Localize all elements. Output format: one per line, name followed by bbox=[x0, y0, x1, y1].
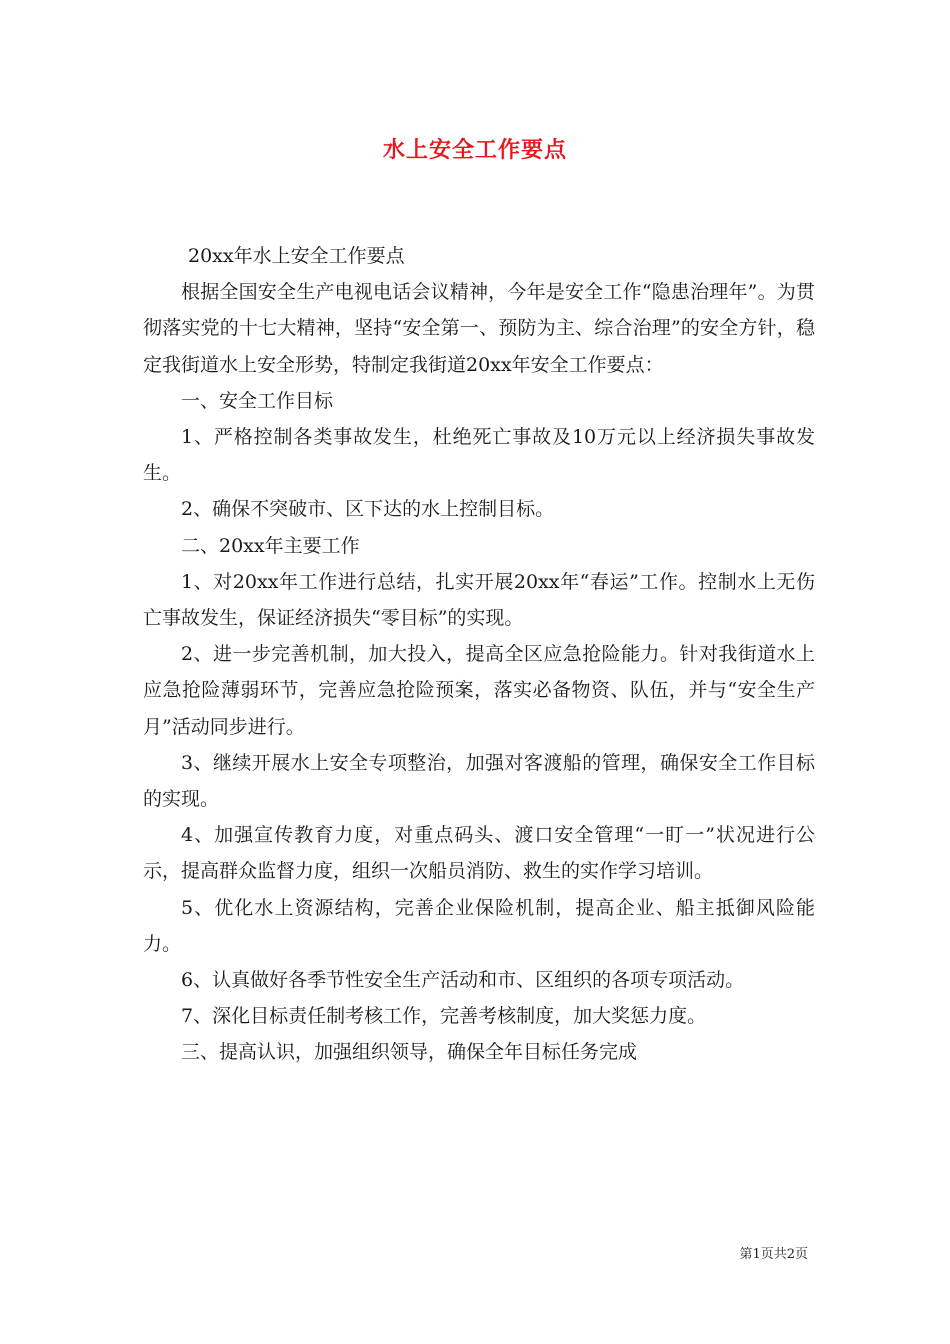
work-item-3: 3、继续开展水上安全专项整治，加强对客渡船的管理，确保安全工作目标的实现。 bbox=[143, 751, 815, 811]
doc-subtitle: 20xx年水上安全工作要点 bbox=[188, 245, 405, 267]
work-item-5: 5、优化水上资源结构，完善企业保险机制，提高企业、船主抵御风险能力。 bbox=[143, 896, 815, 955]
page-indicator: 第1页共2页 bbox=[739, 1247, 808, 1262]
goal-item-2: 2、确保不突破市、区下达的水上控制目标。 bbox=[181, 498, 555, 521]
work-item-7: 7、深化目标责任制考核工作，完善考核制度，加大奖惩力度。 bbox=[181, 1005, 707, 1028]
section-heading-goals: 一、安全工作目标 bbox=[181, 389, 334, 412]
document-body bbox=[143, 238, 815, 1071]
work-item-4: 4、加强宣传教育力度，对重点码头、渡口安全管理“一盯一”状况进行公示，提高群众监督力度，组织一次船员消防、救生的实作学习培训。 bbox=[143, 824, 815, 883]
section-heading-main-work: 二、20xx年主要工作 bbox=[181, 534, 360, 557]
intro-paragraph: 根据全国安全生产电视电话会议精神，今年是安全工作“隐患治理年”。为贯彻落实党的十七大精神，坚持“安全第一、预防为主、综合治理”的安全方针，稳定我街道水上安全形势，特制定我街道20xx年安全工作要点： bbox=[143, 281, 815, 376]
work-item-6: 6、认真做好各季节性安全生产活动和市、区组织的各项专项活动。 bbox=[181, 969, 745, 992]
page-title: 水上安全工作要点 bbox=[382, 137, 567, 163]
work-item-2: 2、进一步完善机制，加大投入，提高全区应急抢险能力。针对我街道水上应急抢险薄弱环节，完善应急抢险预案，落实必备物资、队伍，并与“安全生产月”活动同步进行。 bbox=[143, 643, 815, 738]
section-heading-leadership: 三、提高认识，加强组织领导，确保全年目标任务完成 bbox=[181, 1041, 638, 1064]
goal-item-1: 1、严格控制各类事故发生，杜绝死亡事故及10万元以上经济损失事故发生。 bbox=[143, 426, 815, 485]
work-item-1: 1、对20xx年工作进行总结，扎实开展20xx年“春运”工作。控制水上无伤亡事故发生，保证经济损失“零目标”的实现。 bbox=[143, 570, 815, 630]
